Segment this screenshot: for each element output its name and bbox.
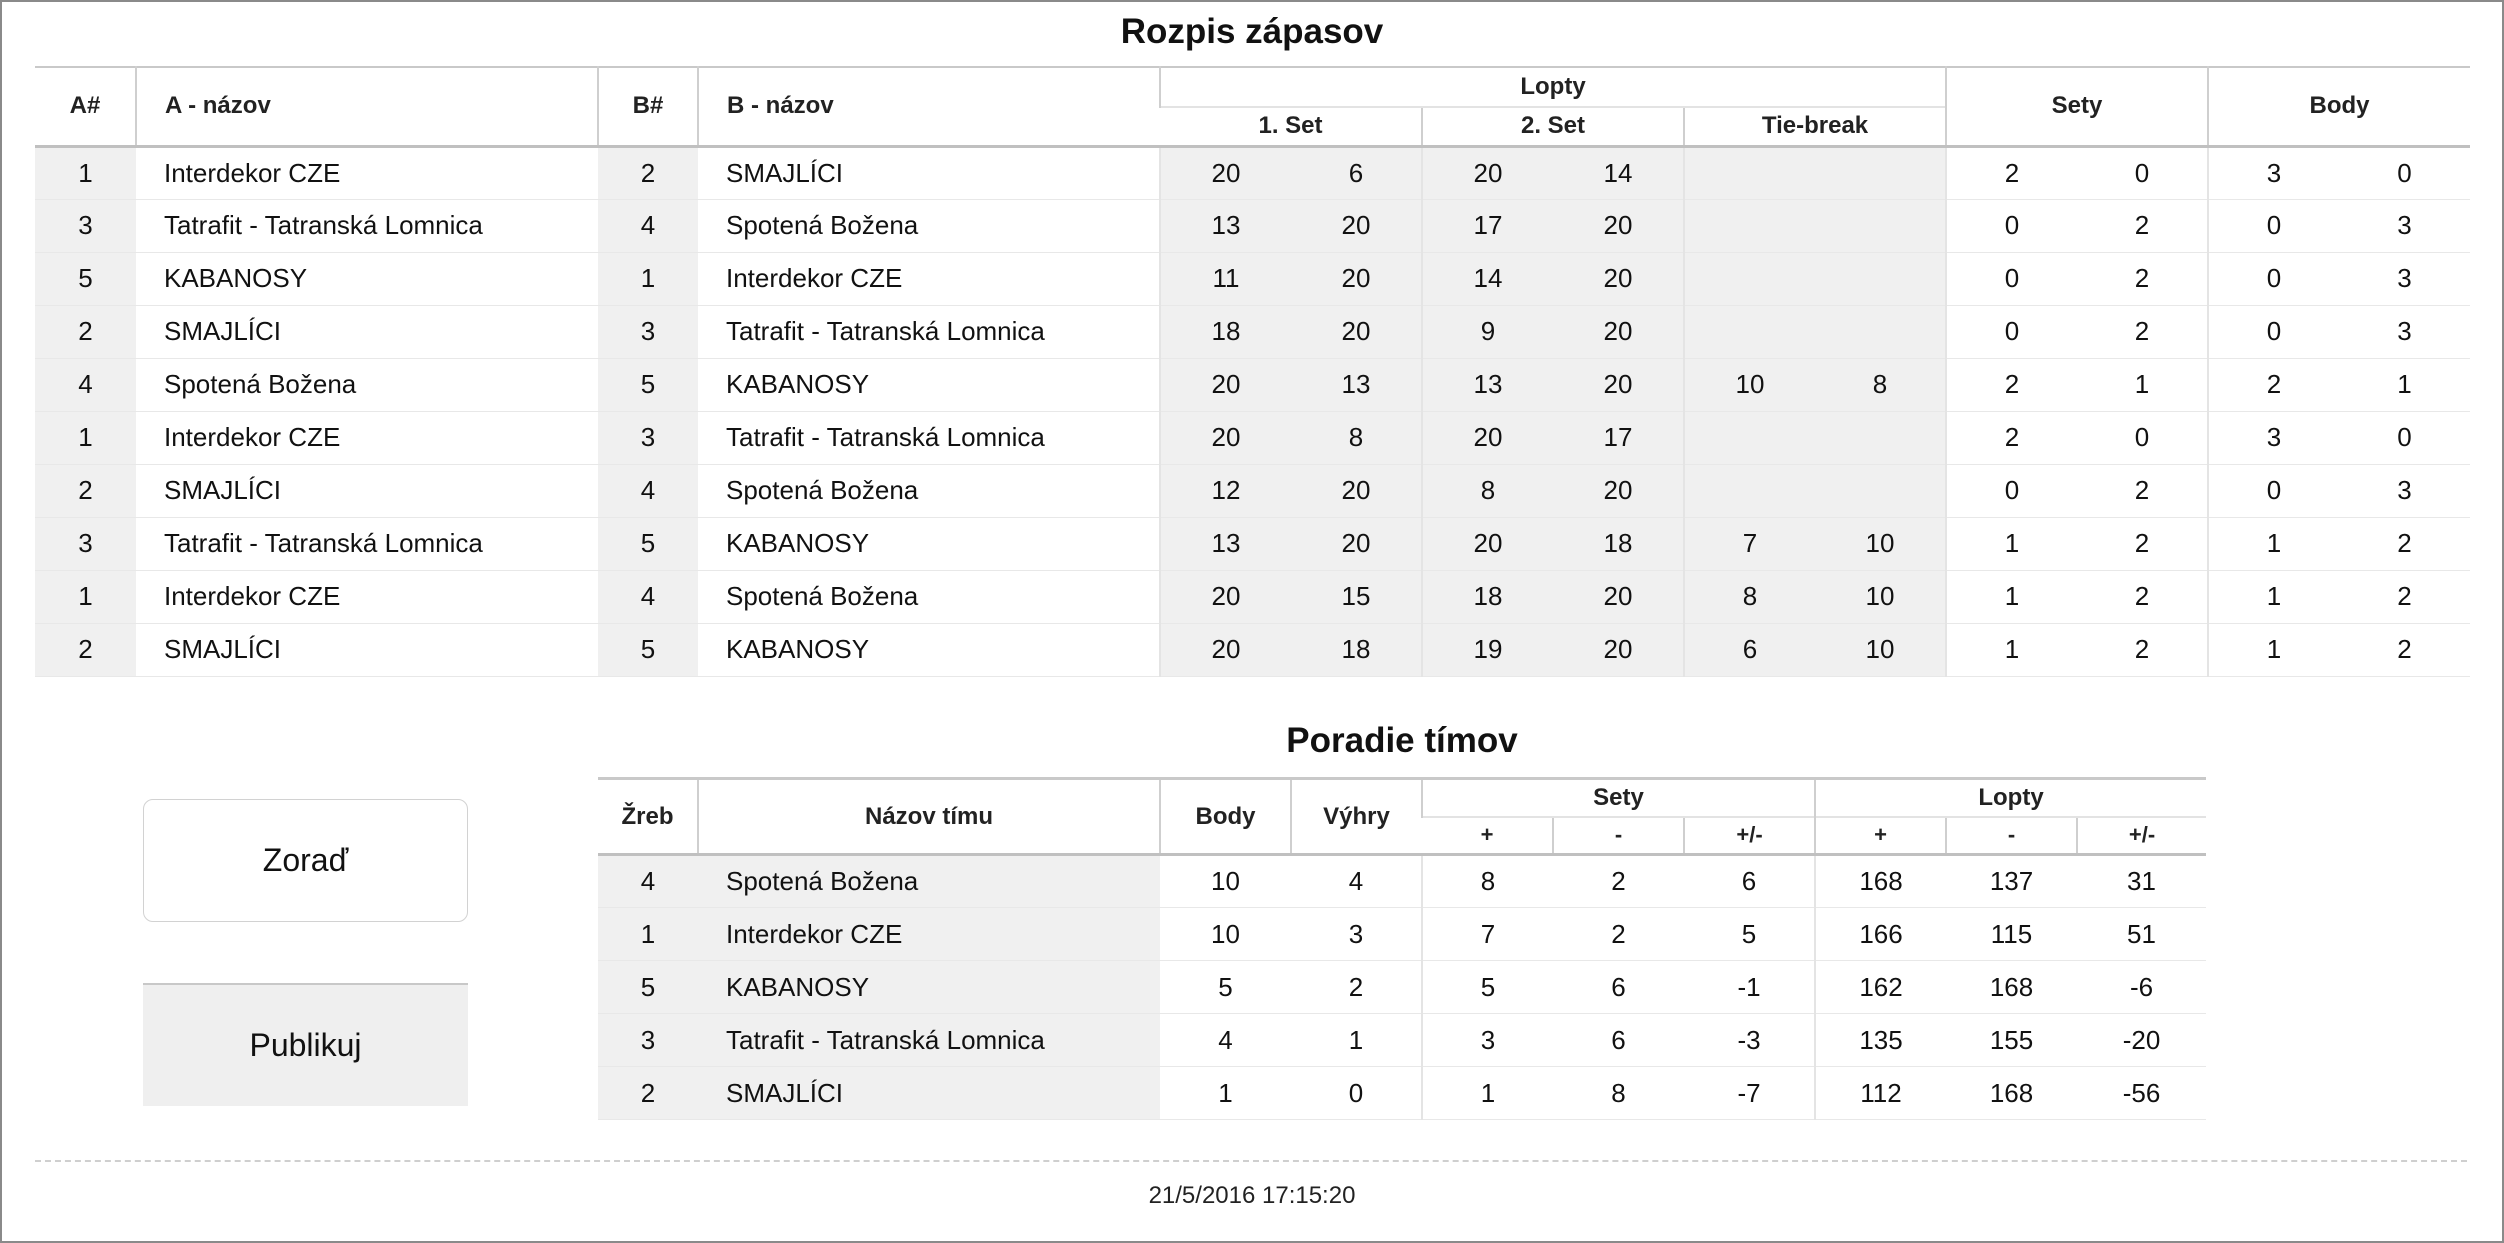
cell-a-num: 1	[35, 570, 136, 623]
cell-a-name: Interdekor CZE	[136, 570, 598, 623]
cell-wins: 1	[1291, 1014, 1422, 1067]
cell-sets-b: 2	[2077, 305, 2208, 358]
standings-table	[598, 777, 2206, 1120]
cell-sets-a: 1	[1946, 517, 2077, 570]
cell-balls-minus: 115	[1946, 908, 2077, 961]
cell-set2-a: 8	[1422, 464, 1553, 517]
header-balls: Lopty	[1160, 67, 1946, 107]
cell-tiebreak-b	[1815, 146, 1946, 199]
cell-draw: 5	[598, 961, 698, 1014]
header-wins: Výhry	[1291, 779, 1422, 855]
cell-a-name: Tatrafit - Tatranská Lomnica	[136, 517, 598, 570]
cell-balls-diff: -6	[2077, 961, 2206, 1014]
cell-points-b: 0	[2339, 146, 2470, 199]
cell-set2-b: 14	[1553, 146, 1684, 199]
cell-sets-a: 1	[1946, 623, 2077, 676]
standings-row	[598, 855, 2206, 908]
publish-button[interactable]: Publikuj	[143, 983, 468, 1106]
match-row	[35, 623, 2470, 676]
cell-tiebreak-a	[1684, 146, 1815, 199]
cell-sets-plus: 7	[1422, 908, 1553, 961]
cell-points-a: 0	[2208, 252, 2339, 305]
cell-points: 1	[1160, 1067, 1291, 1120]
cell-b-name: Tatrafit - Tatranská Lomnica	[698, 305, 1160, 358]
cell-b-name: KABANOSY	[698, 623, 1160, 676]
cell-set2-a: 13	[1422, 358, 1553, 411]
cell-tiebreak-b: 8	[1815, 358, 1946, 411]
header-sets-minus: -	[1553, 817, 1684, 855]
cell-wins: 4	[1291, 855, 1422, 908]
cell-sets-diff: 6	[1684, 855, 1815, 908]
cell-balls-plus: 166	[1815, 908, 1946, 961]
standings-title: Poradie tímov	[1286, 721, 1518, 760]
cell-team-name: Interdekor CZE	[698, 908, 1160, 961]
cell-b-num: 3	[598, 305, 698, 358]
cell-balls-plus: 135	[1815, 1014, 1946, 1067]
cell-draw: 1	[598, 908, 698, 961]
cell-tiebreak-a	[1684, 464, 1815, 517]
cell-sets-b: 2	[2077, 623, 2208, 676]
cell-tiebreak-b	[1815, 199, 1946, 252]
cell-tiebreak-b	[1815, 252, 1946, 305]
cell-tiebreak-a	[1684, 411, 1815, 464]
cell-a-name: Interdekor CZE	[136, 411, 598, 464]
cell-set1-b: 20	[1291, 252, 1422, 305]
cell-b-name: Interdekor CZE	[698, 252, 1160, 305]
cell-sets-plus: 3	[1422, 1014, 1553, 1067]
cell-sets-diff: -3	[1684, 1014, 1815, 1067]
header-sets-diff: +/-	[1684, 817, 1815, 855]
cell-points-a: 0	[2208, 199, 2339, 252]
cell-set2-b: 20	[1553, 252, 1684, 305]
cell-a-num: 3	[35, 517, 136, 570]
cell-tiebreak-b	[1815, 411, 1946, 464]
cell-b-num: 5	[598, 517, 698, 570]
header-sets: Sety	[1422, 779, 1815, 817]
matches-table	[35, 66, 2470, 677]
cell-set2-b: 20	[1553, 358, 1684, 411]
cell-points-b: 2	[2339, 570, 2470, 623]
footer-divider	[35, 1160, 2467, 1162]
cell-wins: 3	[1291, 908, 1422, 961]
header-sets-plus: +	[1422, 817, 1553, 855]
match-row	[35, 252, 2470, 305]
cell-points: 10	[1160, 908, 1291, 961]
cell-a-name: Tatrafit - Tatranská Lomnica	[136, 199, 598, 252]
cell-points-b: 2	[2339, 623, 2470, 676]
cell-set2-b: 18	[1553, 517, 1684, 570]
header-tiebreak: Tie-break	[1684, 107, 1946, 146]
cell-set2-a: 20	[1422, 146, 1553, 199]
cell-set1-b: 6	[1291, 146, 1422, 199]
cell-set1-a: 20	[1160, 623, 1291, 676]
cell-set2-b: 20	[1553, 570, 1684, 623]
cell-set2-a: 20	[1422, 517, 1553, 570]
cell-a-num: 2	[35, 305, 136, 358]
cell-tiebreak-a	[1684, 252, 1815, 305]
cell-set2-b: 20	[1553, 623, 1684, 676]
cell-a-num: 1	[35, 411, 136, 464]
cell-draw: 3	[598, 1014, 698, 1067]
cell-set1-a: 12	[1160, 464, 1291, 517]
cell-sets-diff: -1	[1684, 961, 1815, 1014]
cell-b-num: 4	[598, 199, 698, 252]
cell-balls-plus: 112	[1815, 1067, 1946, 1120]
cell-points-a: 1	[2208, 517, 2339, 570]
cell-b-name: Spotená Božena	[698, 464, 1160, 517]
cell-set2-a: 14	[1422, 252, 1553, 305]
cell-b-num: 1	[598, 252, 698, 305]
standings-row	[598, 1067, 2206, 1120]
cell-points: 5	[1160, 961, 1291, 1014]
cell-tiebreak-b: 10	[1815, 623, 1946, 676]
cell-set2-a: 17	[1422, 199, 1553, 252]
cell-set1-b: 13	[1291, 358, 1422, 411]
cell-b-num: 4	[598, 570, 698, 623]
cell-tiebreak-a: 6	[1684, 623, 1815, 676]
cell-sets-plus: 5	[1422, 961, 1553, 1014]
header-draw: Žreb	[598, 779, 698, 855]
header-points: Body	[2208, 67, 2470, 146]
cell-b-name: Spotená Božena	[698, 199, 1160, 252]
cell-sets-b: 0	[2077, 146, 2208, 199]
cell-set2-b: 17	[1553, 411, 1684, 464]
cell-sets-minus: 8	[1553, 1067, 1684, 1120]
cell-a-num: 2	[35, 464, 136, 517]
cell-points: 10	[1160, 855, 1291, 908]
cell-a-num: 2	[35, 623, 136, 676]
cell-sets-b: 2	[2077, 517, 2208, 570]
timestamp: 21/5/2016 17:15:20	[1148, 1182, 1356, 1209]
cell-balls-minus: 168	[1946, 1067, 2077, 1120]
cell-a-num: 5	[35, 252, 136, 305]
cell-sets-a: 0	[1946, 199, 2077, 252]
cell-points-a: 1	[2208, 623, 2339, 676]
cell-balls-plus: 162	[1815, 961, 1946, 1014]
standings-row	[598, 908, 2206, 961]
match-row	[35, 199, 2470, 252]
cell-a-name: SMAJLÍCI	[136, 305, 598, 358]
cell-sets-minus: 2	[1553, 855, 1684, 908]
cell-a-num: 4	[35, 358, 136, 411]
match-row	[35, 411, 2470, 464]
header-team-name: Názov tímu	[698, 779, 1160, 855]
match-row	[35, 464, 2470, 517]
cell-b-num: 3	[598, 411, 698, 464]
cell-set1-a: 20	[1160, 358, 1291, 411]
header-b-num: B#	[598, 67, 698, 146]
cell-sets-a: 0	[1946, 464, 2077, 517]
cell-sets-plus: 1	[1422, 1067, 1553, 1120]
cell-sets-b: 2	[2077, 464, 2208, 517]
cell-points-b: 3	[2339, 305, 2470, 358]
cell-a-name: SMAJLÍCI	[136, 623, 598, 676]
cell-set1-a: 13	[1160, 199, 1291, 252]
cell-sets-a: 2	[1946, 146, 2077, 199]
cell-points: 4	[1160, 1014, 1291, 1067]
cell-b-num: 5	[598, 358, 698, 411]
cell-points-a: 2	[2208, 358, 2339, 411]
header-a-name: A - názov	[136, 67, 598, 146]
cell-balls-plus: 168	[1815, 855, 1946, 908]
cell-sets-minus: 6	[1553, 961, 1684, 1014]
cell-set1-b: 8	[1291, 411, 1422, 464]
cell-b-name: SMAJLÍCI	[698, 146, 1160, 199]
header-balls-diff: +/-	[2077, 817, 2206, 855]
cell-draw: 4	[598, 855, 698, 908]
cell-tiebreak-b: 10	[1815, 570, 1946, 623]
cell-balls-diff: -20	[2077, 1014, 2206, 1067]
cell-points-a: 0	[2208, 305, 2339, 358]
cell-tiebreak-b	[1815, 305, 1946, 358]
cell-sets-a: 1	[1946, 570, 2077, 623]
cell-sets-diff: 5	[1684, 908, 1815, 961]
match-row	[35, 305, 2470, 358]
cell-sets-diff: -7	[1684, 1067, 1815, 1120]
cell-sets-minus: 6	[1553, 1014, 1684, 1067]
matches-title: Rozpis zápasov	[1120, 12, 1384, 51]
cell-tiebreak-b	[1815, 464, 1946, 517]
cell-set2-b: 20	[1553, 199, 1684, 252]
cell-team-name: KABANOSY	[698, 961, 1160, 1014]
cell-set2-a: 20	[1422, 411, 1553, 464]
header-balls-plus: +	[1815, 817, 1946, 855]
header-set2: 2. Set	[1422, 107, 1684, 146]
cell-set2-a: 19	[1422, 623, 1553, 676]
standings-row	[598, 961, 2206, 1014]
cell-tiebreak-a: 7	[1684, 517, 1815, 570]
cell-a-num: 1	[35, 146, 136, 199]
header-a-num: A#	[35, 67, 136, 146]
cell-balls-minus: 168	[1946, 961, 2077, 1014]
cell-set2-b: 20	[1553, 464, 1684, 517]
cell-set1-b: 20	[1291, 517, 1422, 570]
cell-points-a: 3	[2208, 146, 2339, 199]
cell-sets-minus: 2	[1553, 908, 1684, 961]
cell-a-name: SMAJLÍCI	[136, 464, 598, 517]
cell-draw: 2	[598, 1067, 698, 1120]
cell-points-b: 1	[2339, 358, 2470, 411]
cell-team-name: Tatrafit - Tatranská Lomnica	[698, 1014, 1160, 1067]
header-sets: Sety	[1946, 67, 2208, 146]
cell-a-num: 3	[35, 199, 136, 252]
cell-set2-b: 20	[1553, 305, 1684, 358]
header-b-name: B - názov	[698, 67, 1160, 146]
cell-set1-b: 20	[1291, 464, 1422, 517]
cell-tiebreak-a: 10	[1684, 358, 1815, 411]
cell-set1-b: 18	[1291, 623, 1422, 676]
cell-wins: 2	[1291, 961, 1422, 1014]
cell-tiebreak-a	[1684, 199, 1815, 252]
cell-points-b: 2	[2339, 517, 2470, 570]
cell-set1-b: 20	[1291, 305, 1422, 358]
cell-sets-b: 2	[2077, 570, 2208, 623]
header-set1: 1. Set	[1160, 107, 1422, 146]
cell-set1-a: 20	[1160, 411, 1291, 464]
cell-tiebreak-b: 10	[1815, 517, 1946, 570]
cell-b-name: KABANOSY	[698, 358, 1160, 411]
cell-balls-diff: 31	[2077, 855, 2206, 908]
cell-tiebreak-a	[1684, 305, 1815, 358]
cell-balls-minus: 137	[1946, 855, 2077, 908]
header-balls-minus: -	[1946, 817, 2077, 855]
cell-set1-a: 20	[1160, 570, 1291, 623]
sort-button[interactable]: Zoraď	[143, 799, 468, 922]
cell-team-name: Spotená Božena	[698, 855, 1160, 908]
cell-a-name: Spotená Božena	[136, 358, 598, 411]
cell-points-a: 3	[2208, 411, 2339, 464]
cell-set1-a: 20	[1160, 146, 1291, 199]
cell-set2-a: 9	[1422, 305, 1553, 358]
cell-sets-b: 2	[2077, 252, 2208, 305]
header-balls: Lopty	[1815, 779, 2206, 817]
cell-balls-diff: -56	[2077, 1067, 2206, 1120]
cell-sets-b: 1	[2077, 358, 2208, 411]
cell-set1-a: 13	[1160, 517, 1291, 570]
cell-points-b: 3	[2339, 464, 2470, 517]
cell-tiebreak-a: 8	[1684, 570, 1815, 623]
cell-b-num: 4	[598, 464, 698, 517]
header-points: Body	[1160, 779, 1291, 855]
cell-points-a: 1	[2208, 570, 2339, 623]
cell-sets-a: 0	[1946, 305, 2077, 358]
match-row	[35, 146, 2470, 199]
match-row	[35, 570, 2470, 623]
cell-b-num: 5	[598, 623, 698, 676]
cell-team-name: SMAJLÍCI	[698, 1067, 1160, 1120]
cell-b-num: 2	[598, 146, 698, 199]
cell-a-name: Interdekor CZE	[136, 146, 598, 199]
cell-points-b: 0	[2339, 411, 2470, 464]
cell-points-b: 3	[2339, 199, 2470, 252]
match-row	[35, 517, 2470, 570]
cell-sets-a: 2	[1946, 411, 2077, 464]
cell-sets-a: 2	[1946, 358, 2077, 411]
cell-set2-a: 18	[1422, 570, 1553, 623]
cell-sets-plus: 8	[1422, 855, 1553, 908]
cell-points-b: 3	[2339, 252, 2470, 305]
cell-points-a: 0	[2208, 464, 2339, 517]
cell-a-name: KABANOSY	[136, 252, 598, 305]
cell-set1-a: 11	[1160, 252, 1291, 305]
cell-sets-b: 0	[2077, 411, 2208, 464]
cell-set1-b: 15	[1291, 570, 1422, 623]
cell-sets-a: 0	[1946, 252, 2077, 305]
match-row	[35, 358, 2470, 411]
cell-b-name: Tatrafit - Tatranská Lomnica	[698, 411, 1160, 464]
standings-row	[598, 1014, 2206, 1067]
cell-set1-b: 20	[1291, 199, 1422, 252]
cell-set1-a: 18	[1160, 305, 1291, 358]
cell-b-name: KABANOSY	[698, 517, 1160, 570]
cell-wins: 0	[1291, 1067, 1422, 1120]
cell-balls-minus: 155	[1946, 1014, 2077, 1067]
cell-balls-diff: 51	[2077, 908, 2206, 961]
cell-b-name: Spotená Božena	[698, 570, 1160, 623]
cell-sets-b: 2	[2077, 199, 2208, 252]
